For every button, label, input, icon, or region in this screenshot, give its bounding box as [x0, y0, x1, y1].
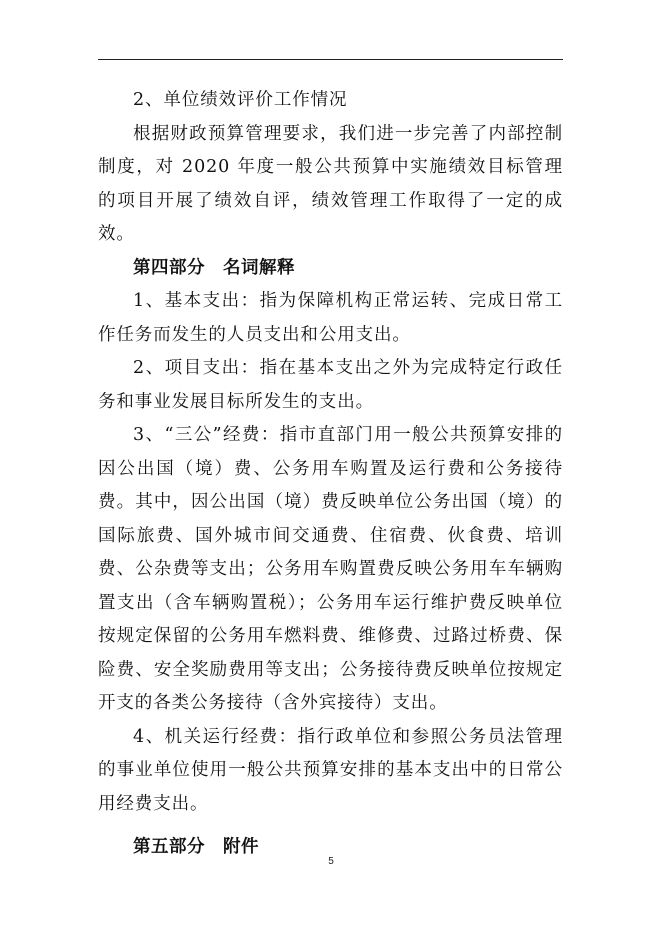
part5-heading-number: 第五部分: [133, 837, 205, 857]
part4-heading: [98, 252, 563, 286]
part4-heading-title: 名词解释: [223, 257, 295, 278]
term-basic-expenditure: 1、基本支出：指为保障机构正常运转、完成日常工作任务而发生的人员支出和公用支出。: [98, 291, 563, 345]
part4-heading-number: 第四部分: [133, 257, 205, 278]
document-body: [98, 84, 563, 865]
part5-heading-title: 附件: [223, 837, 259, 857]
page-number: 5: [328, 856, 334, 867]
term-agency-operating-expenses: 4、机关运行经费：指行政单位和参照公务员法管理的事业单位使用一般公共预算安排的基本支出中的日常公用经费支出。: [98, 726, 563, 814]
term-project-expenditure: 2、项目支出：指在基本支出之外为完成特定行政任务和事业发展目标所发生的支出。: [98, 358, 563, 412]
section-item-heading: 2、单位绩效评价工作情况: [133, 90, 348, 110]
term-three-public-expenses: 3、“三公”经费：指市直部门用一般公共预算安排的因公出国（境）费、公务用车购置及运行费和公务接待费。其中，因公出国（境）费反映单位公务出国（境）的国际旅费、国外城市间交通费、住宿费、伙食费、培训费、公杂费等支出；公务用车购置费反映公务用车车辆购置支出（含车辆购置税）；公务用车运行维护费反映单位按规定保留的公务用车燃料费、维修费、过路过桥费、保险费、安全奖励费用等支出；公务接待费反映单位按规定开支的各类公务接待（含外宾接待）支出。: [98, 425, 563, 713]
header-rule: [98, 59, 563, 60]
section-item-body: 根据财政预算管理要求，我们进一步完善了内部控制制度，对 2020 年度一般公共预算中实施绩效目标管理的项目开展了绩效自评，绩效管理工作取得了一定的成效。: [98, 123, 563, 244]
